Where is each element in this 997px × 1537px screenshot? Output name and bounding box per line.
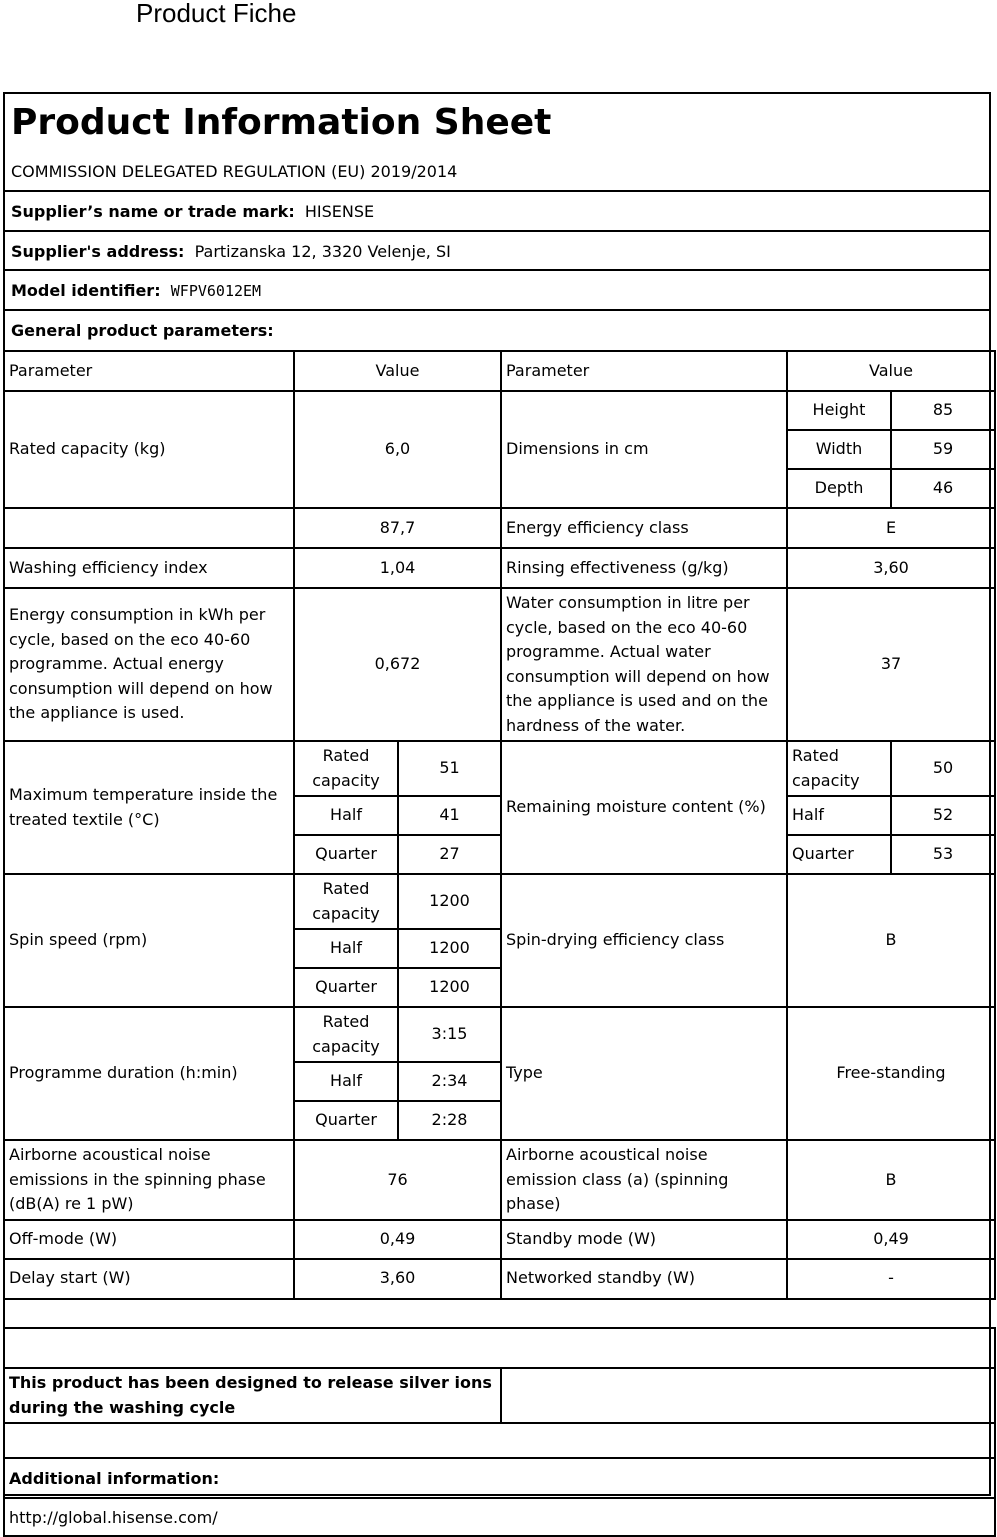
sheet-title: Product Information Sheet bbox=[11, 102, 552, 143]
table-row bbox=[4, 1220, 995, 1259]
max-temp-label: Maximum temperature inside the treated textile (°C) bbox=[4, 741, 294, 874]
spin-half-label: Half bbox=[294, 929, 398, 968]
duration-quarter-value: 2:28 bbox=[398, 1101, 501, 1140]
model-row bbox=[11, 281, 261, 300]
regulation-text: COMMISSION DELEGATED REGULATION (EU) 2019/2014 bbox=[11, 162, 458, 181]
url-row bbox=[4, 1498, 995, 1536]
table-row bbox=[4, 1259, 995, 1299]
moisture-label: Remaining moisture content (%) bbox=[501, 741, 787, 874]
energy-class-label: Energy efficiency class bbox=[501, 508, 787, 548]
energy-consumption-value: 0,672 bbox=[294, 588, 501, 741]
type-label: Type bbox=[501, 1007, 787, 1140]
moisture-half-value: 52 bbox=[891, 796, 995, 835]
dimensions-label: Dimensions in cm bbox=[501, 391, 787, 508]
blank-row bbox=[4, 1328, 995, 1368]
silver-ions-value bbox=[501, 1368, 995, 1423]
parameters-table bbox=[3, 350, 996, 1300]
silver-ions-text: This product has been designed to release silver ions during the washing cycle bbox=[4, 1368, 501, 1423]
address-value: Partizanska 12, 3320 Velenje, SI bbox=[194, 242, 451, 261]
header-parameter-left: Parameter bbox=[4, 351, 294, 391]
spin-rated-label: Rated capacity bbox=[294, 874, 398, 929]
table-row bbox=[4, 588, 995, 741]
product-information-sheet bbox=[3, 92, 991, 1527]
networked-standby-value: - bbox=[787, 1259, 995, 1299]
moisture-rated-value: 50 bbox=[891, 741, 995, 796]
depth-value: 46 bbox=[891, 469, 995, 508]
header-value-left: Value bbox=[294, 351, 501, 391]
table-row bbox=[4, 1007, 995, 1062]
supplier-row bbox=[11, 202, 374, 221]
energy-consumption-label: Energy consumption in kWh per cycle, based on the eco 40-60 programme. Actual energy consumption will depend on how the appliance is used. bbox=[4, 588, 294, 741]
additional-info-row bbox=[4, 1458, 995, 1498]
width-label: Width bbox=[787, 430, 891, 469]
spin-quarter-value: 1200 bbox=[398, 968, 501, 1007]
duration-label: Programme duration (h:min) bbox=[4, 1007, 294, 1140]
spin-half-value: 1200 bbox=[398, 929, 501, 968]
table-row bbox=[4, 1140, 995, 1220]
max-temp-rated-value: 51 bbox=[398, 741, 501, 796]
max-temp-half-value: 41 bbox=[398, 796, 501, 835]
supplier-value: HISENSE bbox=[304, 202, 375, 221]
address-row bbox=[11, 242, 451, 261]
model-value: WFPV6012EM bbox=[170, 282, 262, 300]
width-value: 59 bbox=[891, 430, 995, 469]
table-row bbox=[4, 508, 995, 548]
max-temp-quarter-value: 27 bbox=[398, 835, 501, 874]
address-label: Supplier's address: bbox=[11, 242, 185, 261]
delay-start-value: 3,60 bbox=[294, 1259, 501, 1299]
noise-value: 76 bbox=[294, 1140, 501, 1220]
spin-quarter-label: Quarter bbox=[294, 968, 398, 1007]
spin-speed-label: Spin speed (rpm) bbox=[4, 874, 294, 1007]
spin-class-label: Spin-drying efficiency class bbox=[501, 874, 787, 1007]
height-label: Height bbox=[787, 391, 891, 430]
duration-half-label: Half bbox=[294, 1062, 398, 1101]
standby-label: Standby mode (W) bbox=[501, 1220, 787, 1259]
duration-half-value: 2:34 bbox=[398, 1062, 501, 1101]
spin-class-value: B bbox=[787, 874, 995, 1007]
blank-row bbox=[4, 1423, 995, 1458]
additional-info-label: Additional information: bbox=[4, 1458, 995, 1498]
water-consumption-value: 37 bbox=[787, 588, 995, 741]
noise-label: Airborne acoustical noise emissions in the spinning phase (dB(A) re 1 pW) bbox=[4, 1140, 294, 1220]
general-params-row bbox=[11, 321, 274, 340]
washing-index-value: 1,04 bbox=[294, 548, 501, 588]
table-row bbox=[4, 548, 995, 588]
supplier-label: Supplier’s name or trade mark: bbox=[11, 202, 295, 221]
networked-standby-label: Networked standby (W) bbox=[501, 1259, 787, 1299]
eei-value: 87,7 bbox=[294, 508, 501, 548]
footer-table bbox=[3, 1327, 996, 1537]
duration-quarter-label: Quarter bbox=[294, 1101, 398, 1140]
moisture-quarter-value: 53 bbox=[891, 835, 995, 874]
noise-class-value: B bbox=[787, 1140, 995, 1220]
washing-index-label: Washing efficiency index bbox=[4, 548, 294, 588]
table-row bbox=[4, 741, 995, 796]
max-temp-rated-label: Rated capacity bbox=[294, 741, 398, 796]
off-mode-label: Off-mode (W) bbox=[4, 1220, 294, 1259]
general-params-label: General product parameters: bbox=[11, 321, 274, 340]
model-label: Model identifier: bbox=[11, 281, 161, 300]
energy-class-value: E bbox=[787, 508, 995, 548]
type-value: Free-standing bbox=[787, 1007, 995, 1140]
rated-capacity-value: 6,0 bbox=[294, 391, 501, 508]
moisture-quarter-label: Quarter bbox=[787, 835, 891, 874]
depth-label: Depth bbox=[787, 469, 891, 508]
delay-start-label: Delay start (W) bbox=[4, 1259, 294, 1299]
off-mode-value: 0,49 bbox=[294, 1220, 501, 1259]
header-value-right: Value bbox=[787, 351, 995, 391]
standby-value: 0,49 bbox=[787, 1220, 995, 1259]
rinsing-value: 3,60 bbox=[787, 548, 995, 588]
moisture-rated-label: Rated capacity bbox=[787, 741, 891, 796]
height-value: 85 bbox=[891, 391, 995, 430]
max-temp-half-label: Half bbox=[294, 796, 398, 835]
spin-rated-value: 1200 bbox=[398, 874, 501, 929]
water-consumption-label: Water consumption in litre per cycle, based on the eco 40-60 programme. Actual water consumption will depend on how the appliance is used and on the hardness of the water. bbox=[501, 588, 787, 741]
duration-rated-value: 3:15 bbox=[398, 1007, 501, 1062]
product-fiche-title: Product Fiche bbox=[136, 0, 297, 28]
rated-capacity-label: Rated capacity (kg) bbox=[4, 391, 294, 508]
table-row bbox=[4, 874, 995, 929]
moisture-half-label: Half bbox=[787, 796, 891, 835]
table-row bbox=[4, 391, 995, 430]
duration-rated-label: Rated capacity bbox=[294, 1007, 398, 1062]
max-temp-quarter-label: Quarter bbox=[294, 835, 398, 874]
header-parameter-right: Parameter bbox=[501, 351, 787, 391]
rinsing-label: Rinsing effectiveness (g/kg) bbox=[501, 548, 787, 588]
noise-class-label: Airborne acoustical noise emission class (a) (spinning phase) bbox=[501, 1140, 787, 1220]
eei-label bbox=[4, 508, 294, 548]
table-header-row bbox=[4, 351, 995, 391]
hisense-url-link[interactable]: http://global.hisense.com/ bbox=[4, 1498, 995, 1536]
silver-ions-row bbox=[4, 1368, 995, 1423]
